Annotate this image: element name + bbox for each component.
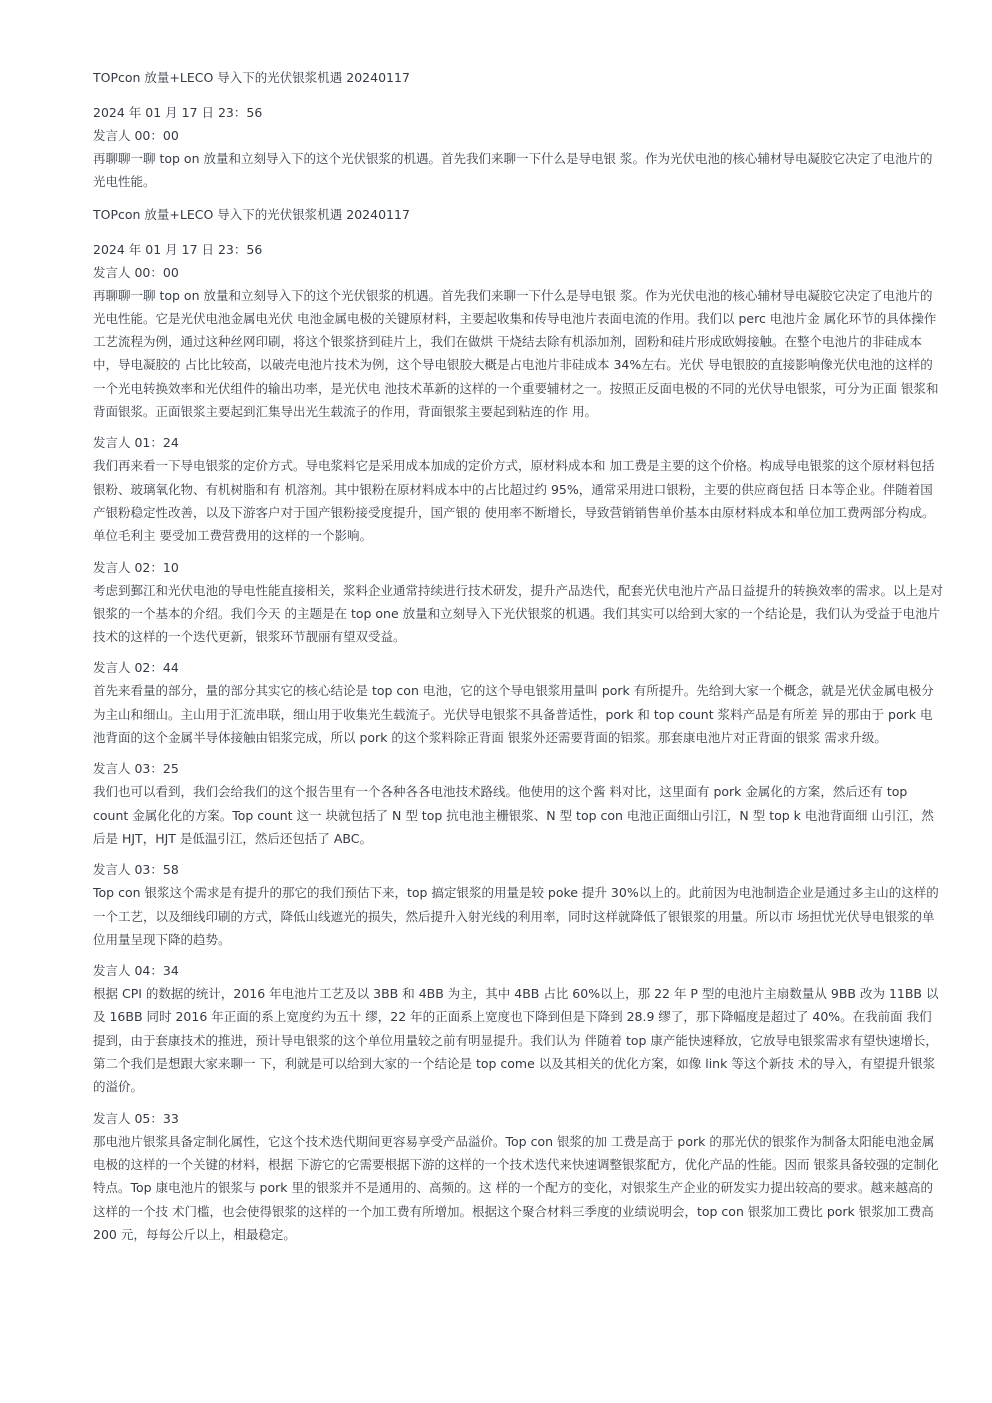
- transcript-section: [93, 959, 943, 1098]
- speaker-label: 发言人 00：00: [93, 128, 179, 143]
- speaker-label: 发言人 00：00: [93, 264, 179, 280]
- paragraph: 那电池片银浆具备定制化属性，它这个技术迭代期间更容易享受产品溢价。Top con 银浆的加 工费是高于 pork 的那光伏的银浆作为制备太阳能电池金属电极的这样的一个关键的材料，根据 下游它的它需要根据下游的这样的一个技术迭代来快速调整银浆配方，优化产品的性能。因而 银浆具备较强的定制化特点。Top 康电池片的银浆与 pork 里的银浆并不是通用的、高频的。这 样的一个配方的变化，对银浆生产企业的研发实力提出较高的要求。越来越高的这样的一个技 术门槛，也会使得银浆的这样的一个加工费有所增加。根据这个聚合材料三季度的业绩说明会，top con 银浆加工费比 pork 银浆加工费高 200 元，每每公斤以上，相最稳定。: [93, 1133, 939, 1242]
- paragraph: 我们再来看一下导电银浆的定价方式。导电浆料它是采用成本加成的定价方式，原材料成本和 加工费是主要的这个价格。构成导电银浆的这个原材料包括银粉、玻璃氧化物、有机树脂和有 机溶剂。其中银粉在原材料成本中的占比超过约 95%，通常采用进口银粉，主要的供应商包括 日本等企业。伴随着国产银粉稳定性改善，以及下游客户对于国产银粉接受度提升，国产银的 使用率不断增长，导致营销销售单价基本由原材料成本和单位加工费两部分构成。单位毛利主 要受加工费营费用的这样的一个影响。: [93, 458, 935, 544]
- paragraph: 我们也可以看到，我们会给我们的这个报告里有一个各种各各电池技术路线。他使用的这个酱 料对比，这里面有 pork 金属化的方案，然后还有 top count 金属化化的方案。Top count 这一 块就包括了 N 型 top 抗电池主栅银浆、N 型 top con 电池正面细山引江，N 型 top k 电池背面细 山引江，然后是 HJT，HJT 是低温引江，然后还包括了 ABC。: [93, 784, 934, 846]
- document-datetime: 2024 年 01 月 17 日 23：56: [93, 105, 263, 120]
- speaker-label: 发言人 05：33: [93, 1110, 179, 1126]
- document-page: [93, 69, 943, 1254]
- speaker-label: 发言人 02：10: [93, 559, 179, 575]
- document-datetime: 2024 年 01 月 17 日 23：56: [93, 241, 263, 257]
- transcript-section: [93, 858, 943, 951]
- transcript-section: [93, 757, 943, 850]
- paragraph: 考虑到鄞江和光伏电池的导电性能直接相关，浆料企业通常持续进行技术研发，提升产品迭代，配套光伏电池片产品日益提升的转换效率的需求。以上是对银浆的一个基本的介绍。我们今天 的主题是在 top one 放量和立刻导入下光伏银浆的机遇。我们其实可以给到大家的一个结论是，我们认为受益于电池片技术的这样的一个迭代更新，银浆环节靓丽有望双受益。: [93, 582, 944, 645]
- speaker-label: 发言人 03：58: [93, 862, 179, 878]
- transcript-section: [93, 431, 943, 547]
- speaker-label: 发言人 01：24: [93, 435, 179, 451]
- transcript-section: [93, 261, 943, 424]
- speaker-label: 发言人 03：25: [93, 761, 179, 777]
- paragraph: 首先来看量的部分，量的部分其实它的核心结论是 top con 电池，它的这个导电银浆用量叫 pork 有所提升。先给到大家一个概念，就是光伏金属电极分为主山和细山。主山用于汇流串联，细山用于收集光生载流子。光伏导电银浆不具备普适性，pork 和 top count 浆料产品是有所差 异的那由于 pork 电池背面的这个金属半导体接触由铝浆完成，所以 pork 的这个浆料除正背面 银浆外还需要背面的铝浆。那套康电池片对正背面的银浆 需求升级。: [93, 683, 934, 746]
- paragraph: 再聊聊一聊 top on 放量和立刻导入下的这个光伏银浆的机遇。首先我们来聊一下什么是导电银 浆。作为光伏电池的核心辅材导电凝胶它决定了电池片的光电性能。它是光伏电池金属电光伏 电池金属电极的关键原材料，主要起收集和传导电池片表面电流的作用。我们以 perc 电池片金 属化环节的具体操作工艺流程为例，通过这种丝网印刷，将这个银浆挤到硅片上，我们在做烘 干烧结去除有机添加剂，固粉和硅片形成欧姆接触。在整个电池片的非硅成本中，导电凝胶的 占比比较高，以破壳电池片技术为例，这个导电银胶大概是占电池片非硅成本 34%左右。光伏 导电银胶的直接影响像光伏电池的这样的一个光电转换效率和光伏组件的输出功率，是光伏电 池技术革新的这样的一个重要辅材之一。按照正反面电极的不同的光伏导电银浆，可分为正面 银浆和背面银浆。正面银浆主要起到汇集导出光生载流子的作用，背面银浆主要起到粘连的作 用。: [93, 287, 939, 420]
- speaker-label: 发言人 04：34: [93, 963, 179, 979]
- transcript-section: [93, 556, 943, 649]
- paragraph: Top con 银浆这个需求是有提升的那它的我们预估下来，top 搞定银浆的用量是较 poke 提升 30%以上的。此前因为电池制造企业是通过多主山的这样的一个工艺，以及细线印刷的方式，降低山线遮光的损失，然后提升入射光线的利用率，同时这样就降低了银银浆的用量。所以市 场担忧光伏导电银浆的单位用量呈现下降的趋势。: [93, 885, 939, 947]
- paragraph: 根据 CPI 的数据的统计，2016 年电池片工艺及以 3BB 和 4BB 为主，其中 4BB 占比 60%以上，那 22 年 P 型的电池片主扇数量从 9BB 改为 11BB 以及 16BB 同时 2016 年正面的系上宽度约为五十 缪，22 年的正面系上宽度也下降到但是下降到 28.9 缪了，那下降幅度是超过了 40%。在我前面 我们提到，由于套康技术的推进，预计导电银浆的这个单位用量较之前有明显提升。我们认为 伴随着 top 康产能快速释放，它放导电银浆需求有望快速增长，第二个我们是想跟大家来聊一 下，利就是可以给到大家的一个结论是 top come 以及其相关的优化方案，如像 link 等这个新技 术的导入，有望提升银浆的溢价。: [93, 986, 939, 1095]
- transcript-section: [93, 656, 943, 749]
- paragraph: 再聊聊一聊 top on 放量和立刻导入下的这个光伏银浆的机遇。首先我们来聊一下什么是导电银 浆。作为光伏电池的核心辅材导电凝胶它决定了电池片的光电性能。: [93, 151, 933, 190]
- speaker-label: 发言人 02：44: [93, 660, 179, 676]
- transcript-section: [93, 1107, 943, 1246]
- document-title: TOPcon 放量+LECO 导入下的光伏银浆机遇 20240117: [93, 206, 410, 222]
- document-title: TOPcon 放量+LECO 导入下的光伏银浆机遇 20240117: [93, 70, 410, 85]
